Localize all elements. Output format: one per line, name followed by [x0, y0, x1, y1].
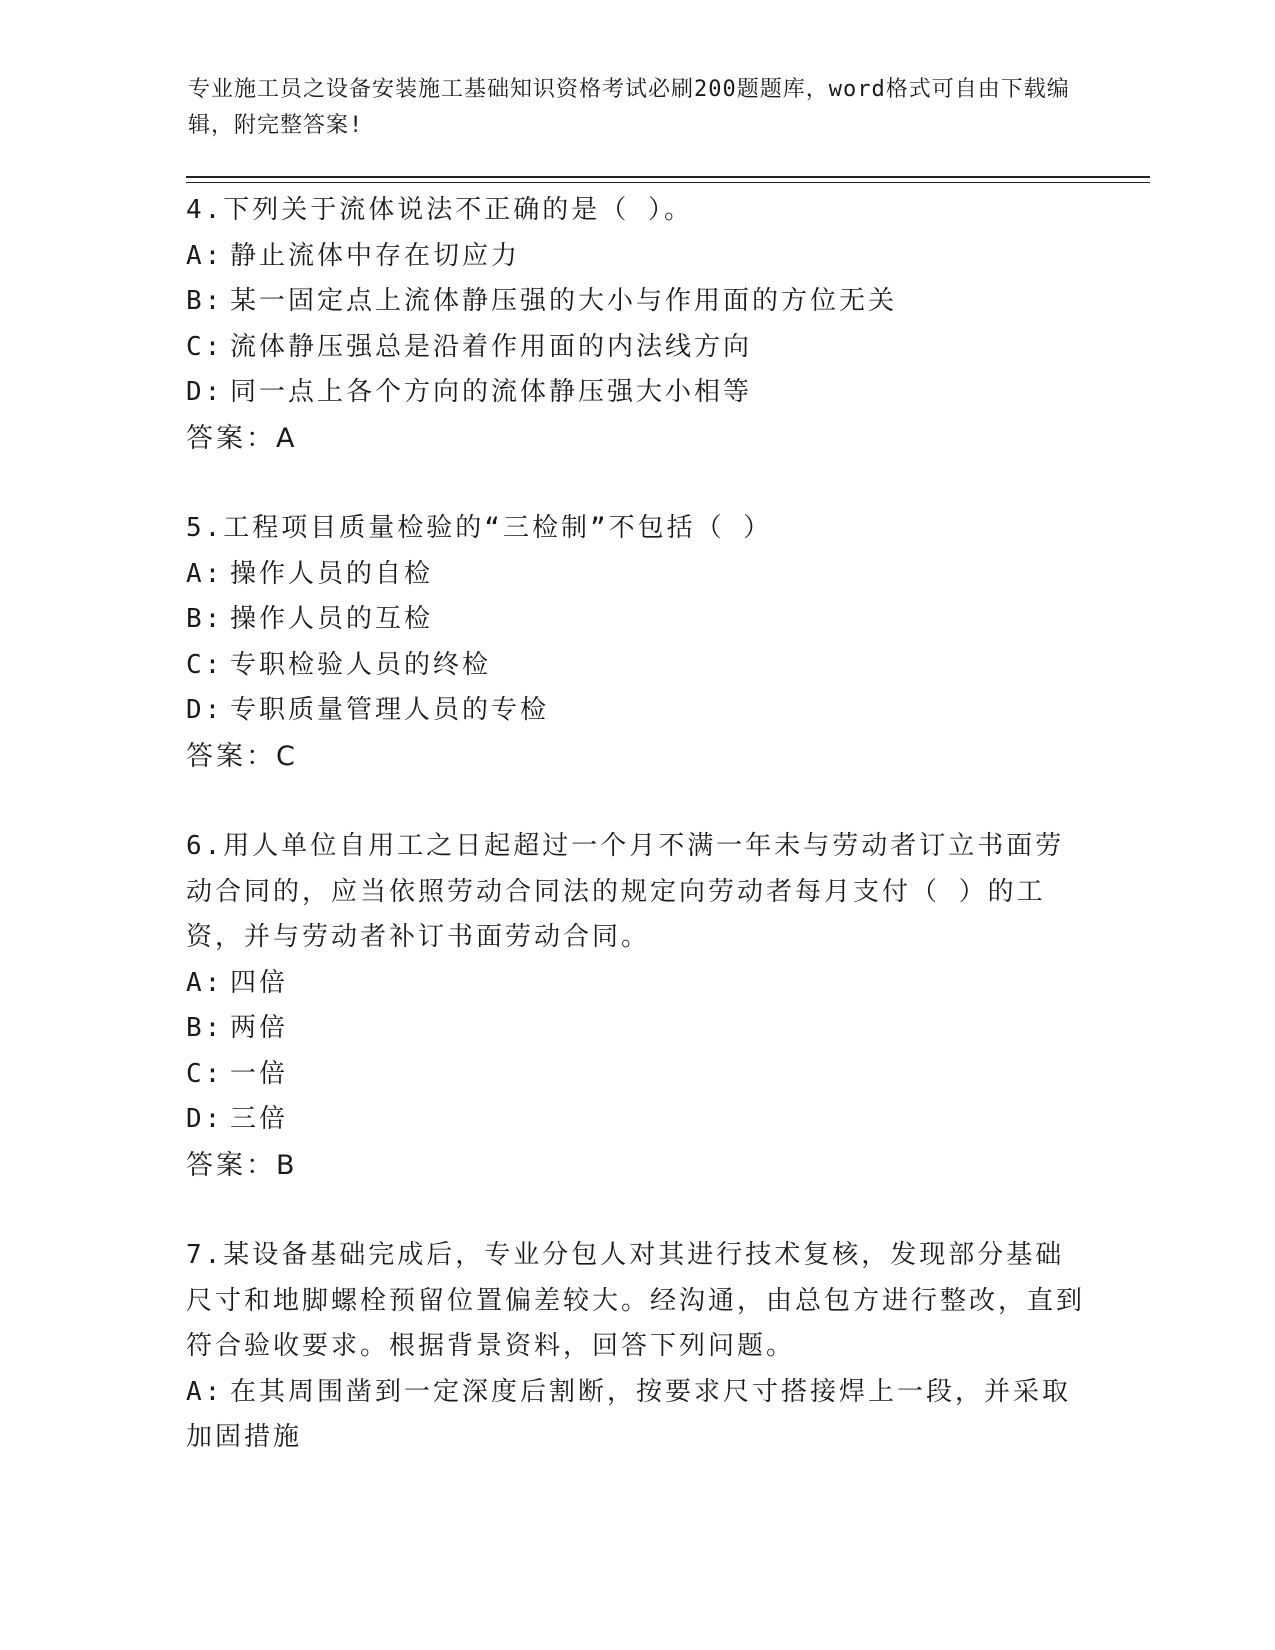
question-5 — [186, 506, 1086, 779]
option-a — [186, 961, 1086, 1007]
question-6 — [186, 824, 1086, 1188]
question-stem: 6.用人单位自用工之日起超过一个月不满一年未与劳动者订立书面劳动合同的，应当依照劳动合同法的规定向劳动者每月支付（ ）的工资，并与劳动者补订书面劳动合同。 — [186, 831, 1065, 952]
option-d — [186, 688, 1086, 734]
option-b — [186, 597, 1086, 643]
option-label: A: — [186, 1376, 224, 1407]
answer: 答案：B — [186, 1149, 298, 1181]
option-text: 操作人员的互检 — [230, 604, 434, 634]
answer: 答案：C — [186, 740, 298, 772]
header-title: 专业施工员之设备安装施工基础知识资格考试必刷200题题库，word格式可自由下载编辑，附完整答案! — [188, 77, 1070, 138]
option-label: B: — [186, 286, 224, 316]
option-text: 两倍 — [230, 1013, 289, 1043]
option-label: A: — [186, 967, 224, 998]
option-text: 某一固定点上流体静压强的大小与作用面的方位无关 — [230, 286, 898, 316]
question-stem: 5.工程项目质量检验的“三检制”不包括（ ） — [186, 513, 773, 543]
option-c — [186, 325, 1086, 371]
option-b — [186, 279, 1086, 325]
option-d — [186, 1097, 1086, 1143]
option-label: D: — [186, 1104, 224, 1134]
option-d — [186, 370, 1086, 416]
answer: 答案：A — [186, 422, 298, 454]
option-a — [186, 1370, 1086, 1461]
option-a — [186, 234, 1086, 280]
option-c — [186, 1052, 1086, 1098]
option-text: 四倍 — [230, 967, 289, 998]
option-label: B: — [186, 1013, 224, 1043]
header-divider — [186, 176, 1150, 183]
option-b — [186, 1006, 1086, 1052]
option-label: A: — [186, 558, 224, 589]
option-text: 专职质量管理人员的专检 — [230, 695, 550, 725]
question-4 — [186, 188, 1086, 461]
question-stem: 4.下列关于流体说法不正确的是（ ）。 — [186, 195, 693, 225]
question-list — [186, 188, 1086, 1506]
option-label: D: — [186, 377, 224, 407]
option-text: 同一点上各个方向的流体静压强大小相等 — [230, 377, 753, 407]
option-text: 一倍 — [230, 1058, 289, 1089]
option-label: A: — [186, 240, 224, 271]
option-text: 流体静压强总是沿着作用面的内法线方向 — [230, 331, 753, 362]
option-text: 三倍 — [230, 1104, 289, 1134]
option-label: C: — [186, 331, 224, 362]
option-label: B: — [186, 604, 224, 634]
option-text: 专职检验人员的终检 — [230, 649, 492, 680]
option-c — [186, 643, 1086, 689]
option-text: 操作人员的自检 — [230, 558, 434, 589]
option-text: 静止流体中存在切应力 — [230, 240, 521, 271]
option-text: 在其周围凿到一定深度后割断，按要求尺寸搭接焊上一段，并采取加固措施 — [186, 1376, 1072, 1452]
option-label: D: — [186, 695, 224, 725]
option-label: C: — [186, 1058, 224, 1089]
question-7 — [186, 1233, 1086, 1461]
question-stem: 7.某设备基础完成后，专业分包人对其进行技术复核，发现部分基础尺寸和地脚螺栓预留位置偏差较大。经沟通，由总包方进行整改，直到符合验收要求。根据背景资料，回答下列问题。 — [186, 1240, 1086, 1361]
document-header — [188, 72, 1088, 144]
option-a — [186, 552, 1086, 598]
option-label: C: — [186, 649, 224, 680]
